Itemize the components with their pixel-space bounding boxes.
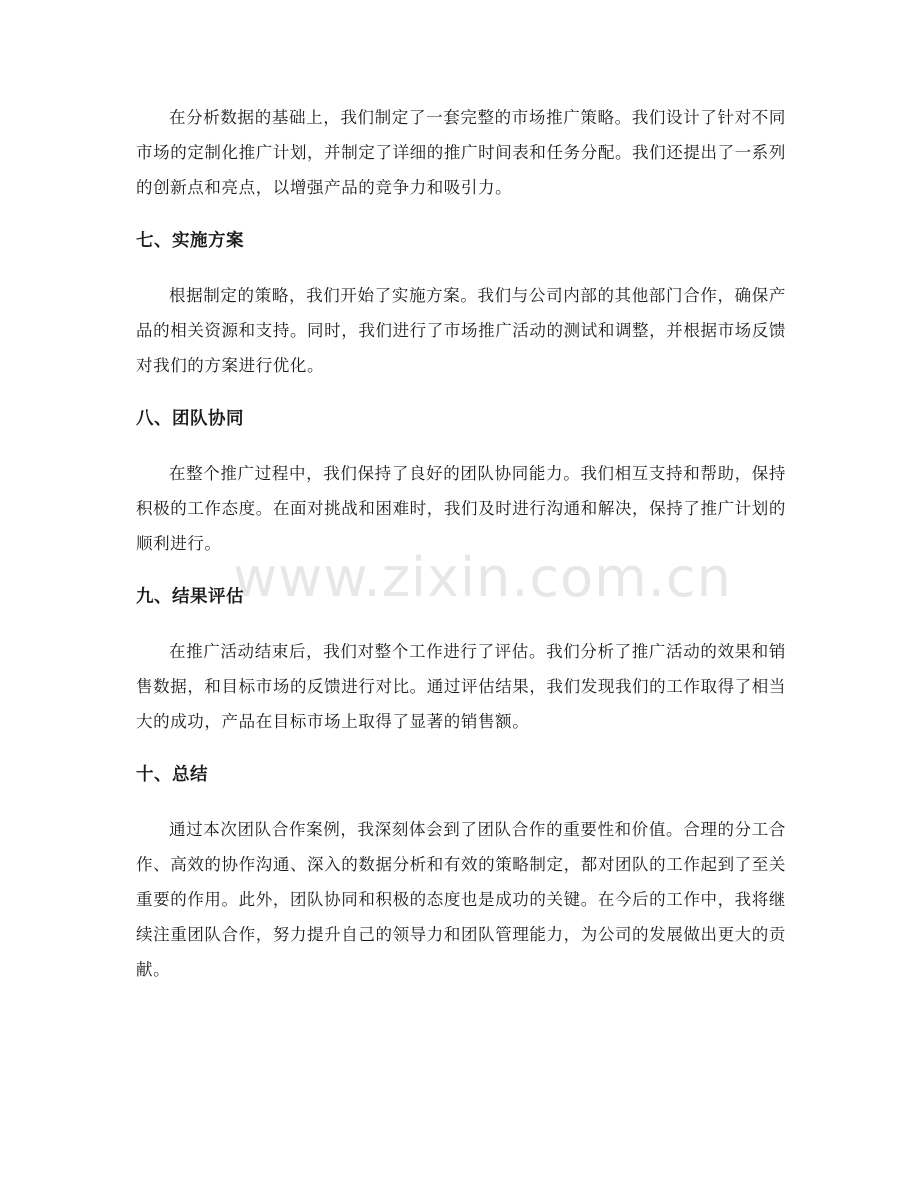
- paragraph-strategy: 在分析数据的基础上，我们制定了一套完整的市场推广策略。我们设计了针对不同市场的定制化推广计划，并制定了详细的推广时间表和任务分配。我们还提出了一系列的创新点和亮点，以增强产品的竞争力和吸引力。: [136, 108, 786, 197]
- paragraph-summary: 通过本次团队合作案例，我深刻体会到了团队合作的重要性和价值。合理的分工合作、高效的协作沟通、深入的数据分析和有效的策略制定，都对团队的工作起到了至关重要的作用。此外，团队协同和积极的态度也是成功的关键。在今后的工作中，我将继续注重团队合作，努力提升自己的领导力和团队管理能力，为公司的发展做出更大的贡献。: [136, 820, 786, 979]
- document-page: [136, 100, 786, 987]
- heading-implementation: 七、实施方案: [136, 231, 244, 251]
- heading-summary: 十、总结: [136, 765, 208, 785]
- paragraph-result-evaluation: 在推广活动结束后，我们对整个工作进行了评估。我们分析了推广活动的效果和销售数据，和目标市场的反馈进行对比。通过评估结果，我们发现我们的工作取得了相当大的成功，产品在目标市场上取得了显著的销售额。: [136, 642, 786, 731]
- heading-team-collaboration: 八、团队协同: [136, 409, 244, 429]
- watermark-text: www.zixin.com.cn: [233, 546, 732, 609]
- paragraph-team-collaboration: 在整个推广过程中，我们保持了良好的团队协同能力。我们相互支持和帮助，保持积极的工作态度。在面对挑战和困难时，我们及时进行沟通和解决，保持了推广计划的顺利进行。: [136, 464, 786, 553]
- paragraph-implementation: 根据制定的策略，我们开始了实施方案。我们与公司内部的其他部门合作，确保产品的相关资源和支持。同时，我们进行了市场推广活动的测试和调整，并根据市场反馈对我们的方案进行优化。: [136, 286, 786, 375]
- heading-result-evaluation: 九、结果评估: [136, 587, 244, 607]
